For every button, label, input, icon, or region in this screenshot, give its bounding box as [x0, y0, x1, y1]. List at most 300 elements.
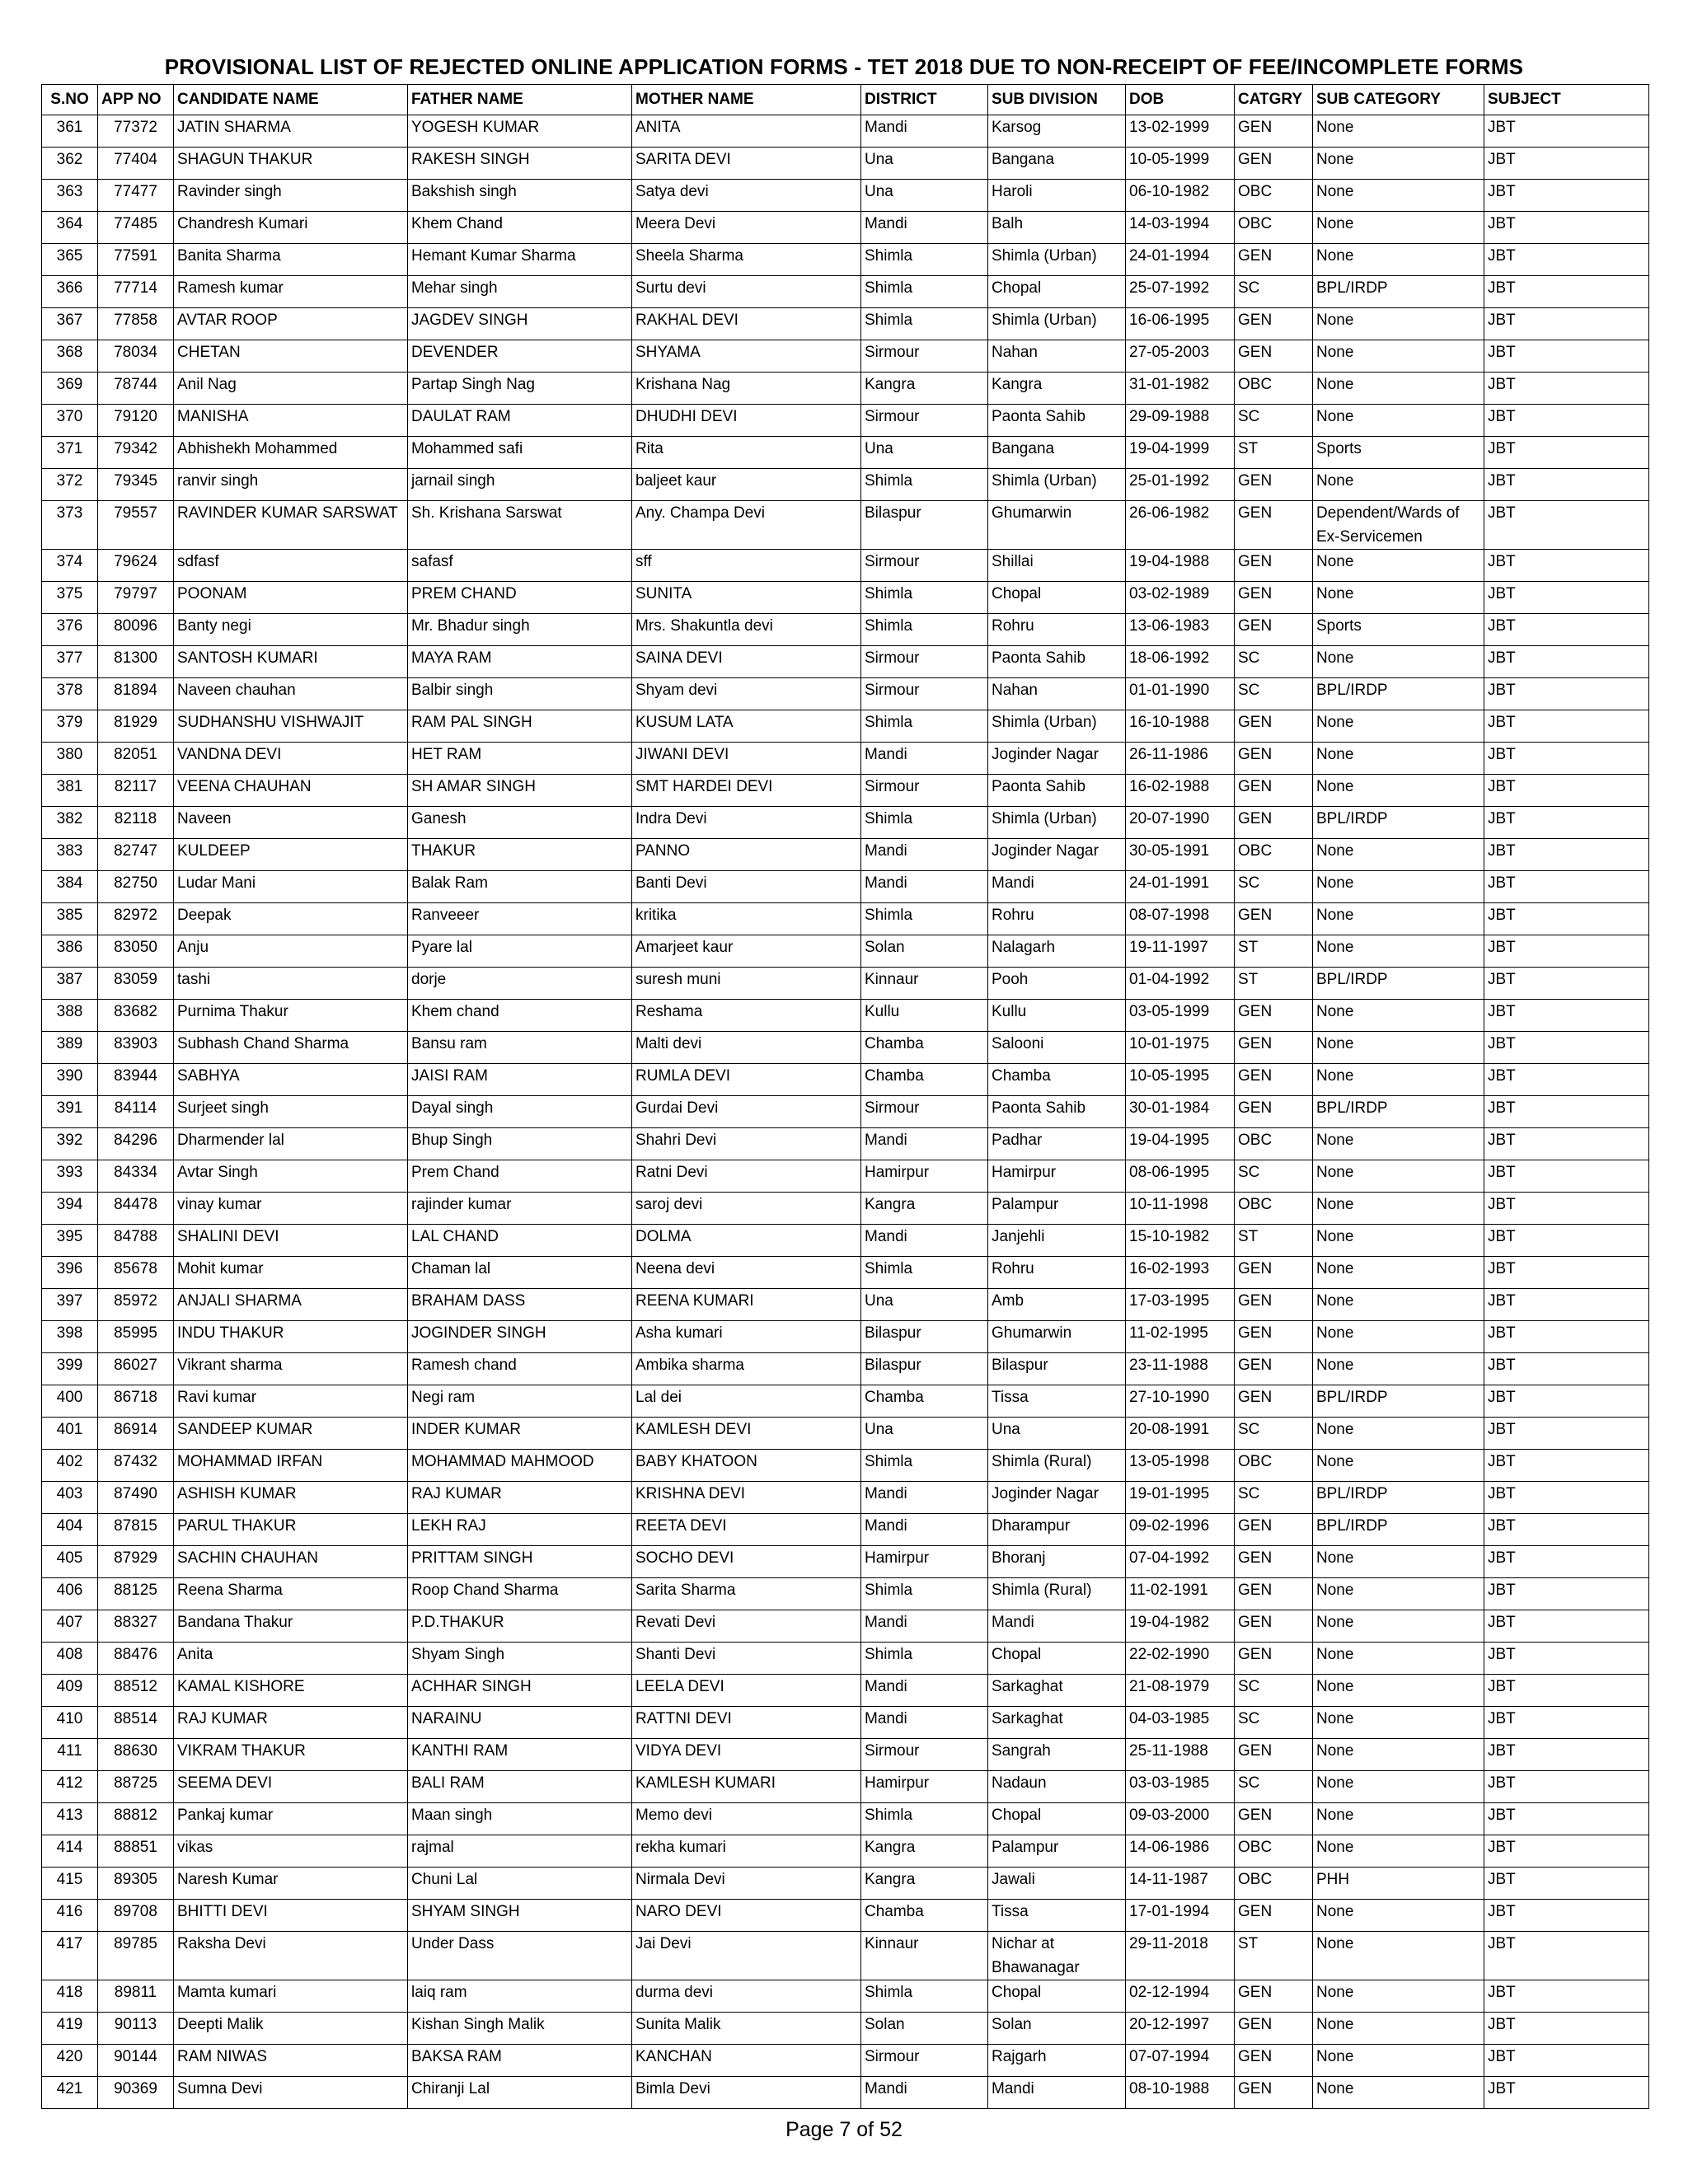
- cell-app-no: 77404: [98, 148, 174, 180]
- cell-sub-division: Palampur: [988, 1835, 1126, 1868]
- cell-mother-name: REENA KUMARI: [632, 1289, 861, 1321]
- cell-candidate-name: Subhash Chand Sharma: [174, 1032, 408, 1064]
- cell-dob: 24-01-1991: [1126, 871, 1235, 903]
- cell-father-name: Dayal singh: [408, 1096, 632, 1128]
- cell-category: GEN: [1235, 807, 1313, 839]
- cell-district: Mandi: [861, 1482, 988, 1514]
- cell-subject: JBT: [1484, 743, 1649, 775]
- cell-father-name: JOGINDER SINGH: [408, 1321, 632, 1353]
- cell-category: OBC: [1235, 839, 1313, 871]
- cell-district: Bilaspur: [861, 1321, 988, 1353]
- cell-app-no: 87490: [98, 1482, 174, 1514]
- cell-subject: JBT: [1484, 469, 1649, 501]
- cell-sno: 368: [42, 340, 98, 373]
- cell-mother-name: VIDYA DEVI: [632, 1739, 861, 1771]
- cell-subject: JBT: [1484, 115, 1649, 148]
- cell-candidate-name: SHALINI DEVI: [174, 1225, 408, 1257]
- cell-sno: 412: [42, 1771, 98, 1803]
- cell-district: Mandi: [861, 871, 988, 903]
- cell-candidate-name: Reena Sharma: [174, 1578, 408, 1610]
- cell-subject: JBT: [1484, 968, 1649, 1000]
- cell-district: Chamba: [861, 1032, 988, 1064]
- cell-candidate-name: JATIN SHARMA: [174, 115, 408, 148]
- cell-district: Mandi: [861, 1225, 988, 1257]
- cell-sub-division: Nahan: [988, 678, 1126, 710]
- document-title: PROVISIONAL LIST OF REJECTED ONLINE APPLICATION FORMS - TET 2018 DUE TO NON-RECEIPT OF FEE/INCOMPLETE FORMS: [164, 54, 1524, 79]
- cell-app-no: 88476: [98, 1643, 174, 1675]
- table-row: [42, 276, 1649, 308]
- table-row: [42, 839, 1649, 871]
- cell-district: Chamba: [861, 1900, 988, 1932]
- table-row: [42, 148, 1649, 180]
- cell-district: Mandi: [861, 115, 988, 148]
- cell-candidate-name: Deepti Malik: [174, 2013, 408, 2045]
- cell-sub-division: Mandi: [988, 2077, 1126, 2109]
- cell-category: OBC: [1235, 1868, 1313, 1900]
- cell-sub-division: Pooh: [988, 968, 1126, 1000]
- cell-category: GEN: [1235, 1096, 1313, 1128]
- table-row: [42, 212, 1649, 244]
- cell-subject: JBT: [1484, 437, 1649, 469]
- cell-sub-division: Shillai: [988, 550, 1126, 582]
- cell-candidate-name: RAVINDER KUMAR SARSWAT: [174, 501, 408, 550]
- cell-category: OBC: [1235, 1193, 1313, 1225]
- column-header-candidate-name: CANDIDATE NAME: [174, 85, 408, 115]
- cell-candidate-name: VANDNA DEVI: [174, 743, 408, 775]
- cell-father-name: Chuni Lal: [408, 1868, 632, 1900]
- cell-app-no: 78034: [98, 340, 174, 373]
- cell-category: GEN: [1235, 148, 1313, 180]
- cell-candidate-name: Anil Nag: [174, 373, 408, 405]
- cell-father-name: MOHAMMAD MAHMOOD: [408, 1450, 632, 1482]
- cell-app-no: 77858: [98, 308, 174, 340]
- cell-sno: 415: [42, 1868, 98, 1900]
- cell-father-name: Ranveeer: [408, 903, 632, 935]
- cell-dob: 04-03-1985: [1126, 1707, 1235, 1739]
- cell-district: Mandi: [861, 1610, 988, 1643]
- cell-app-no: 81300: [98, 646, 174, 678]
- cell-sub-division: Paonta Sahib: [988, 405, 1126, 437]
- cell-district: Bilaspur: [861, 501, 988, 550]
- cell-dob: 25-01-1992: [1126, 469, 1235, 501]
- cell-candidate-name: Ravinder singh: [174, 180, 408, 212]
- cell-sno: 401: [42, 1418, 98, 1450]
- cell-sno: 384: [42, 871, 98, 903]
- cell-category: GEN: [1235, 1257, 1313, 1289]
- cell-sub-division: Shimla (Urban): [988, 244, 1126, 276]
- cell-app-no: 79120: [98, 405, 174, 437]
- cell-candidate-name: POONAM: [174, 582, 408, 614]
- cell-category: GEN: [1235, 1289, 1313, 1321]
- cell-sno: 395: [42, 1225, 98, 1257]
- cell-father-name: Mohammed safi: [408, 437, 632, 469]
- cell-subject: JBT: [1484, 1385, 1649, 1418]
- cell-candidate-name: Avtar Singh: [174, 1160, 408, 1193]
- cell-subject: JBT: [1484, 1064, 1649, 1096]
- cell-mother-name: Indra Devi: [632, 807, 861, 839]
- cell-app-no: 79345: [98, 469, 174, 501]
- cell-category: GEN: [1235, 710, 1313, 743]
- cell-mother-name: kritika: [632, 903, 861, 935]
- cell-category: GEN: [1235, 1578, 1313, 1610]
- cell-candidate-name: Deepak: [174, 903, 408, 935]
- table-row: [42, 1418, 1649, 1450]
- table-row: [42, 405, 1649, 437]
- cell-subject: JBT: [1484, 582, 1649, 614]
- cell-sub-category: None: [1313, 1546, 1484, 1578]
- cell-mother-name: Ambika sharma: [632, 1353, 861, 1385]
- cell-sno: 361: [42, 115, 98, 148]
- cell-dob: 14-06-1986: [1126, 1835, 1235, 1868]
- cell-mother-name: Ratni Devi: [632, 1160, 861, 1193]
- cell-subject: JBT: [1484, 180, 1649, 212]
- cell-father-name: Bhup Singh: [408, 1128, 632, 1160]
- cell-subject: JBT: [1484, 871, 1649, 903]
- cell-subject: JBT: [1484, 550, 1649, 582]
- cell-sno: 375: [42, 582, 98, 614]
- table-row: [42, 1096, 1649, 1128]
- table-row: [42, 903, 1649, 935]
- cell-sub-category: None: [1313, 1707, 1484, 1739]
- cell-sno: 385: [42, 903, 98, 935]
- cell-category: SC: [1235, 646, 1313, 678]
- cell-district: Sirmour: [861, 646, 988, 678]
- cell-app-no: 82750: [98, 871, 174, 903]
- cell-app-no: 79342: [98, 437, 174, 469]
- cell-mother-name: Satya devi: [632, 180, 861, 212]
- cell-mother-name: Sheela Sharma: [632, 244, 861, 276]
- cell-subject: JBT: [1484, 710, 1649, 743]
- cell-category: SC: [1235, 1707, 1313, 1739]
- table-row: [42, 340, 1649, 373]
- cell-dob: 06-10-1982: [1126, 180, 1235, 212]
- cell-sno: 396: [42, 1257, 98, 1289]
- cell-district: Shimla: [861, 469, 988, 501]
- cell-dob: 14-03-1994: [1126, 212, 1235, 244]
- cell-sub-division: Tissa: [988, 1385, 1126, 1418]
- cell-sub-division: Kangra: [988, 373, 1126, 405]
- cell-sno: 405: [42, 1546, 98, 1578]
- cell-subject: JBT: [1484, 1032, 1649, 1064]
- table-row: [42, 1868, 1649, 1900]
- cell-sub-division: Bhoranj: [988, 1546, 1126, 1578]
- cell-sub-division: Nichar at Bhawanagar: [988, 1932, 1126, 1980]
- cell-category: GEN: [1235, 2045, 1313, 2077]
- cell-mother-name: KANCHAN: [632, 2045, 861, 2077]
- cell-candidate-name: VEENA CHAUHAN: [174, 775, 408, 807]
- cell-sub-category: None: [1313, 871, 1484, 903]
- cell-app-no: 82117: [98, 775, 174, 807]
- cell-sno: 411: [42, 1739, 98, 1771]
- cell-dob: 15-10-1982: [1126, 1225, 1235, 1257]
- cell-mother-name: KUSUM LATA: [632, 710, 861, 743]
- cell-sno: 367: [42, 308, 98, 340]
- cell-district: Hamirpur: [861, 1771, 988, 1803]
- cell-app-no: 90144: [98, 2045, 174, 2077]
- cell-candidate-name: KAMAL KISHORE: [174, 1675, 408, 1707]
- table-row: [42, 437, 1649, 469]
- cell-candidate-name: Naveen chauhan: [174, 678, 408, 710]
- cell-subject: JBT: [1484, 903, 1649, 935]
- cell-district: Kangra: [861, 1193, 988, 1225]
- cell-sub-division: Chamba: [988, 1064, 1126, 1096]
- cell-mother-name: Rita: [632, 437, 861, 469]
- cell-category: GEN: [1235, 1321, 1313, 1353]
- cell-candidate-name: ranvir singh: [174, 469, 408, 501]
- cell-category: GEN: [1235, 550, 1313, 582]
- cell-father-name: rajinder kumar: [408, 1193, 632, 1225]
- cell-district: Hamirpur: [861, 1160, 988, 1193]
- cell-sub-division: Shimla (Urban): [988, 469, 1126, 501]
- cell-subject: JBT: [1484, 2045, 1649, 2077]
- cell-subject: JBT: [1484, 1450, 1649, 1482]
- cell-father-name: BAKSA RAM: [408, 2045, 632, 2077]
- cell-candidate-name: Banty negi: [174, 614, 408, 646]
- cell-sno: 388: [42, 1000, 98, 1032]
- cell-app-no: 85972: [98, 1289, 174, 1321]
- table-row: [42, 1610, 1649, 1643]
- cell-father-name: BRAHAM DASS: [408, 1289, 632, 1321]
- cell-app-no: 82972: [98, 903, 174, 935]
- cell-subject: JBT: [1484, 1546, 1649, 1578]
- cell-dob: 19-01-1995: [1126, 1482, 1235, 1514]
- cell-sno: 399: [42, 1353, 98, 1385]
- cell-sub-category: BPL/IRDP: [1313, 678, 1484, 710]
- cell-dob: 10-01-1975: [1126, 1032, 1235, 1064]
- cell-sub-division: Rohru: [988, 903, 1126, 935]
- cell-sub-division: Sarkaghat: [988, 1707, 1126, 1739]
- cell-category: GEN: [1235, 1643, 1313, 1675]
- cell-dob: 09-03-2000: [1126, 1803, 1235, 1835]
- cell-sub-division: Tissa: [988, 1900, 1126, 1932]
- column-header-category: CATGRY: [1235, 85, 1313, 115]
- cell-subject: JBT: [1484, 1739, 1649, 1771]
- cell-subject: JBT: [1484, 405, 1649, 437]
- cell-father-name: Negi ram: [408, 1385, 632, 1418]
- cell-app-no: 83682: [98, 1000, 174, 1032]
- cell-app-no: 89785: [98, 1932, 174, 1980]
- cell-father-name: NARAINU: [408, 1707, 632, 1739]
- cell-father-name: RAKESH SINGH: [408, 148, 632, 180]
- cell-candidate-name: Purnima Thakur: [174, 1000, 408, 1032]
- cell-candidate-name: Naresh Kumar: [174, 1868, 408, 1900]
- cell-candidate-name: ANJALI SHARMA: [174, 1289, 408, 1321]
- cell-app-no: 77714: [98, 276, 174, 308]
- cell-mother-name: Gurdai Devi: [632, 1096, 861, 1128]
- cell-app-no: 84334: [98, 1160, 174, 1193]
- cell-dob: 29-09-1988: [1126, 405, 1235, 437]
- cell-sno: 407: [42, 1610, 98, 1643]
- cell-sub-category: None: [1313, 710, 1484, 743]
- cell-app-no: 87929: [98, 1546, 174, 1578]
- cell-dob: 13-06-1983: [1126, 614, 1235, 646]
- cell-sub-division: Shimla (Rural): [988, 1450, 1126, 1482]
- cell-sub-division: Chopal: [988, 1980, 1126, 2013]
- cell-candidate-name: SEEMA DEVI: [174, 1771, 408, 1803]
- table-row: [42, 1385, 1649, 1418]
- table-header-row: [42, 85, 1649, 115]
- cell-category: ST: [1235, 437, 1313, 469]
- cell-subject: JBT: [1484, 1835, 1649, 1868]
- cell-mother-name: Sunita Malik: [632, 2013, 861, 2045]
- cell-district: Kangra: [861, 373, 988, 405]
- cell-sno: 381: [42, 775, 98, 807]
- cell-category: GEN: [1235, 1353, 1313, 1385]
- cell-category: GEN: [1235, 308, 1313, 340]
- cell-mother-name: Shahri Devi: [632, 1128, 861, 1160]
- cell-sub-division: Mandi: [988, 1610, 1126, 1643]
- cell-app-no: 81929: [98, 710, 174, 743]
- cell-app-no: 83944: [98, 1064, 174, 1096]
- cell-sno: 408: [42, 1643, 98, 1675]
- cell-candidate-name: Dharmender lal: [174, 1128, 408, 1160]
- cell-category: OBC: [1235, 212, 1313, 244]
- cell-dob: 22-02-1990: [1126, 1643, 1235, 1675]
- cell-father-name: Balak Ram: [408, 871, 632, 903]
- cell-sub-division: Sangrah: [988, 1739, 1126, 1771]
- cell-sub-category: None: [1313, 469, 1484, 501]
- table-row: [42, 1450, 1649, 1482]
- cell-category: GEN: [1235, 244, 1313, 276]
- cell-candidate-name: ASHISH KUMAR: [174, 1482, 408, 1514]
- cell-father-name: INDER KUMAR: [408, 1418, 632, 1450]
- table-row: [42, 1289, 1649, 1321]
- cell-sno: 372: [42, 469, 98, 501]
- cell-sub-category: None: [1313, 646, 1484, 678]
- cell-sub-division: Amb: [988, 1289, 1126, 1321]
- cell-dob: 19-04-1982: [1126, 1610, 1235, 1643]
- table-row: [42, 710, 1649, 743]
- cell-candidate-name: sdfasf: [174, 550, 408, 582]
- cell-sno: 378: [42, 678, 98, 710]
- cell-sub-division: Jawali: [988, 1868, 1126, 1900]
- cell-father-name: HET RAM: [408, 743, 632, 775]
- cell-dob: 08-06-1995: [1126, 1160, 1235, 1193]
- cell-candidate-name: Sumna Devi: [174, 2077, 408, 2109]
- cell-sub-division: Ghumarwin: [988, 501, 1126, 550]
- cell-mother-name: NARO DEVI: [632, 1900, 861, 1932]
- cell-app-no: 77485: [98, 212, 174, 244]
- cell-father-name: SHYAM SINGH: [408, 1900, 632, 1932]
- cell-category: GEN: [1235, 775, 1313, 807]
- cell-sub-division: Palampur: [988, 1193, 1126, 1225]
- cell-subject: JBT: [1484, 373, 1649, 405]
- cell-dob: 09-02-1996: [1126, 1514, 1235, 1546]
- cell-sub-category: None: [1313, 1000, 1484, 1032]
- cell-app-no: 84114: [98, 1096, 174, 1128]
- cell-district: Shimla: [861, 1643, 988, 1675]
- cell-candidate-name: INDU THAKUR: [174, 1321, 408, 1353]
- cell-app-no: 90369: [98, 2077, 174, 2109]
- cell-dob: 21-08-1979: [1126, 1675, 1235, 1707]
- table-row: [42, 550, 1649, 582]
- table-row: [42, 180, 1649, 212]
- cell-app-no: 78744: [98, 373, 174, 405]
- cell-district: Sirmour: [861, 550, 988, 582]
- cell-app-no: 86718: [98, 1385, 174, 1418]
- column-header-father-name: FATHER NAME: [408, 85, 632, 115]
- cell-sub-category: BPL/IRDP: [1313, 807, 1484, 839]
- cell-district: Shimla: [861, 1980, 988, 2013]
- table-row: [42, 1803, 1649, 1835]
- cell-sub-division: Sarkaghat: [988, 1675, 1126, 1707]
- cell-subject: JBT: [1484, 1000, 1649, 1032]
- cell-sno: 398: [42, 1321, 98, 1353]
- cell-father-name: Chiranji Lal: [408, 2077, 632, 2109]
- cell-app-no: 82051: [98, 743, 174, 775]
- cell-sub-category: None: [1313, 1225, 1484, 1257]
- cell-sub-division: Bangana: [988, 148, 1126, 180]
- cell-candidate-name: Mohit kumar: [174, 1257, 408, 1289]
- cell-sub-division: Joginder Nagar: [988, 743, 1126, 775]
- cell-dob: 11-02-1995: [1126, 1321, 1235, 1353]
- cell-dob: 18-06-1992: [1126, 646, 1235, 678]
- cell-sno: 373: [42, 501, 98, 550]
- cell-subject: JBT: [1484, 1321, 1649, 1353]
- table-row: [42, 1321, 1649, 1353]
- table-row: [42, 678, 1649, 710]
- cell-subject: JBT: [1484, 1868, 1649, 1900]
- cell-mother-name: Memo devi: [632, 1803, 861, 1835]
- cell-sub-division: Karsog: [988, 115, 1126, 148]
- column-header-district: DISTRICT: [861, 85, 988, 115]
- cell-sno: 402: [42, 1450, 98, 1482]
- cell-mother-name: RATTNI DEVI: [632, 1707, 861, 1739]
- table-row: [42, 775, 1649, 807]
- cell-father-name: Mehar singh: [408, 276, 632, 308]
- table-row: [42, 1835, 1649, 1868]
- cell-sub-category: None: [1313, 1739, 1484, 1771]
- cell-category: GEN: [1235, 1385, 1313, 1418]
- cell-father-name: safasf: [408, 550, 632, 582]
- cell-sub-category: None: [1313, 244, 1484, 276]
- cell-mother-name: RUMLA DEVI: [632, 1064, 861, 1096]
- cell-category: GEN: [1235, 469, 1313, 501]
- table-row: [42, 1643, 1649, 1675]
- cell-sub-division: Chopal: [988, 582, 1126, 614]
- table-row: [42, 1514, 1649, 1546]
- cell-app-no: 77372: [98, 115, 174, 148]
- cell-sno: 393: [42, 1160, 98, 1193]
- cell-mother-name: SAINA DEVI: [632, 646, 861, 678]
- cell-category: SC: [1235, 871, 1313, 903]
- cell-district: Mandi: [861, 212, 988, 244]
- cell-subject: JBT: [1484, 212, 1649, 244]
- table-row: [42, 115, 1649, 148]
- cell-sub-division: Bangana: [988, 437, 1126, 469]
- cell-sno: 391: [42, 1096, 98, 1128]
- cell-mother-name: SHYAMA: [632, 340, 861, 373]
- cell-category: SC: [1235, 1771, 1313, 1803]
- cell-app-no: 87815: [98, 1514, 174, 1546]
- table-row: [42, 935, 1649, 968]
- cell-sub-division: Nahan: [988, 340, 1126, 373]
- cell-category: SC: [1235, 678, 1313, 710]
- cell-dob: 07-04-1992: [1126, 1546, 1235, 1578]
- cell-district: Chamba: [861, 1064, 988, 1096]
- cell-sub-category: None: [1313, 308, 1484, 340]
- cell-app-no: 79797: [98, 582, 174, 614]
- cell-sub-category: PHH: [1313, 1868, 1484, 1900]
- cell-subject: JBT: [1484, 276, 1649, 308]
- cell-mother-name: sff: [632, 550, 861, 582]
- cell-app-no: 88327: [98, 1610, 174, 1643]
- cell-mother-name: Mrs. Shakuntla devi: [632, 614, 861, 646]
- cell-category: GEN: [1235, 1000, 1313, 1032]
- cell-mother-name: Reshama: [632, 1000, 861, 1032]
- table-body: [42, 115, 1649, 2109]
- cell-candidate-name: BHITTI DEVI: [174, 1900, 408, 1932]
